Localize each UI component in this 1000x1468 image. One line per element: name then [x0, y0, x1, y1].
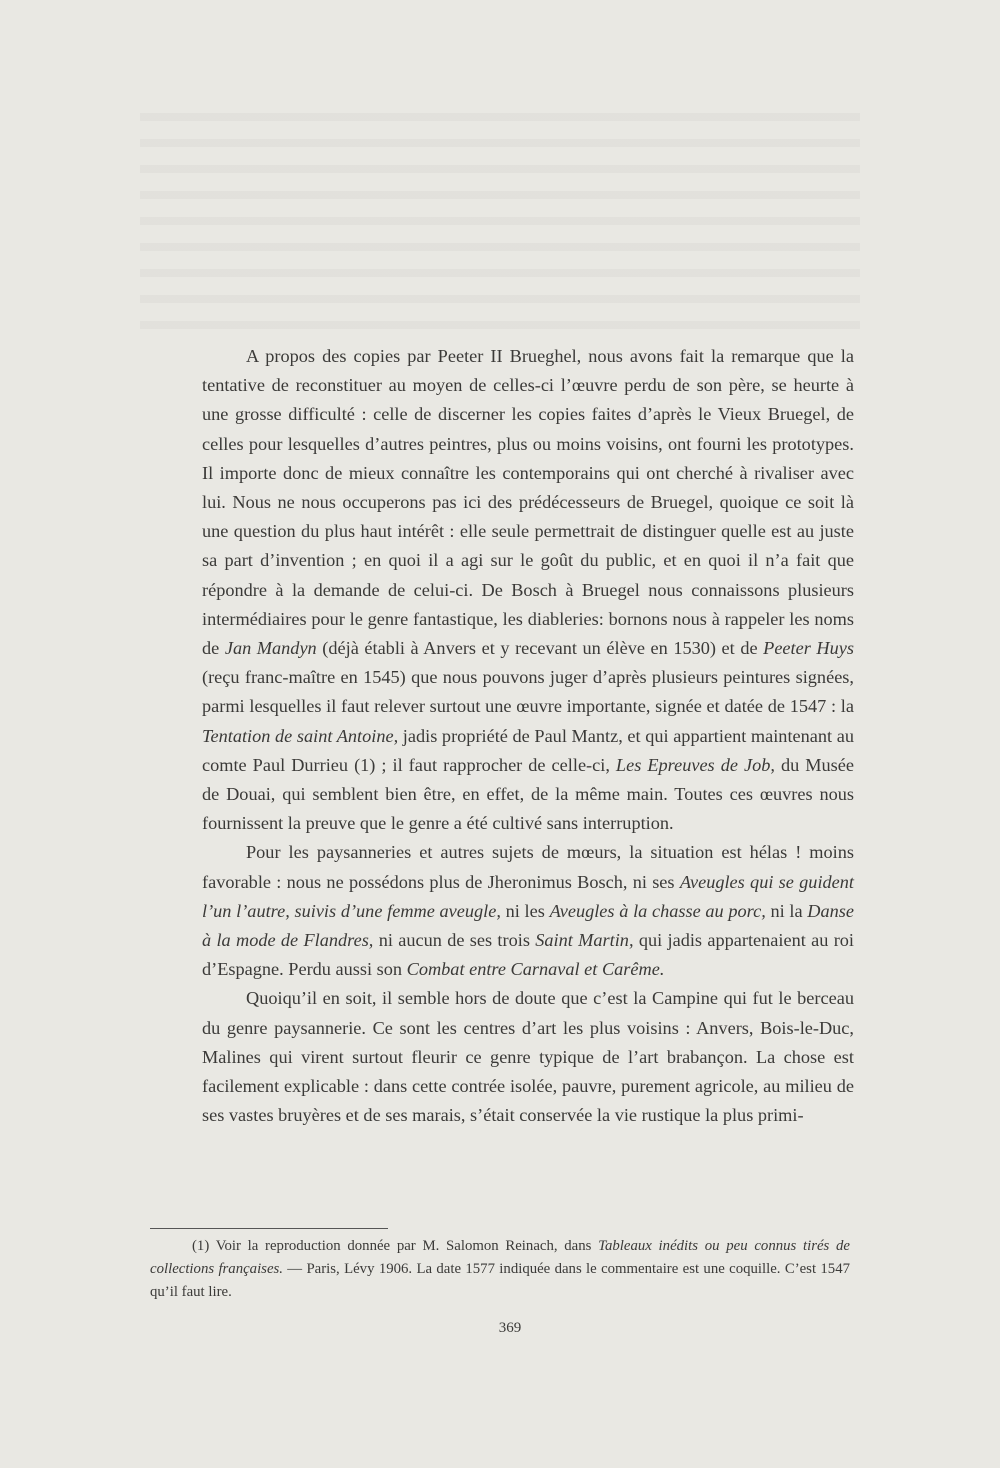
footnote: (1) Voir la reproduction donnée par M. Salomon Reinach, dans Tableaux inédits ou peu connus tirés de collections françaises. — Paris, Lévy 1906. La date 1577 indiquée dans le commentaire est une coquille. C’est 1547 qu’il faut lire. [150, 1238, 850, 1300]
page-number: 369 [498, 1320, 522, 1336]
footnote-divider [150, 1228, 388, 1229]
main-text [202, 342, 854, 1130]
paragraph: Pour les paysanneries et autres sujets de mœurs, la situation est hélas ! moins favorable : nous ne possédons plus de Jheronimus Bosch, ni ses Aveugles qui se guident l’un l’autre, suivis d’une femme aveugle, ni les Aveugles à la chasse au porc, ni la Danse à la mode de Flandres, ni aucun de ses trois Saint Martin, qui jadis appartenaient au roi d’Espagne. Perdu aussi son Combat entre Carnaval et Carême. [202, 842, 855, 980]
paragraph: A propos des copies par Peeter II Brueghel, nous avons fait la remarque que la tentative de reconstituer au moyen de celles-ci l’œuvre perdu de son père, se heurte à une grosse difficulté : celle de discerner les copies faites d’après le Vieux Bruegel, de celles pour lesquelles d’autres peintres, plus ou moins voisins, ont fourni les prototypes. Il importe donc de mieux connaître les contemporains qui ont cherché à rivaliser avec lui. Nous ne nous occuperons pas ici des prédécesseurs de Bruegel, quoique ce soit là une question du plus haut intérêt : elle seule permettrait de distinguer quelle est au juste sa part d’invention ; en quoi il a agi sur le goût du public, et en quoi il n’a fait que répondre à la demande de celui-ci. De Bosch à Bruegel nous connaissons plusieurs intermédiaires pour le genre fantastique, les diableries: bornons nous à rappeler les noms de Jan Mandyn (déjà établi à Anvers et y recevant un élève en 1530) et de Peeter Huys (reçu franc-maître en 1545) que nous pouvons juger d’après plusieurs peintures signées, parmi lesquelles il faut relever surtout une œuvre importante, signée et datée de 1547 : la Tentation de saint Antoine, jadis propriété de Paul Mantz, et qui appartient maintenant au comte Paul Durrieu (1) ; il faut rapprocher de celle-ci, Les Epreuves de Job, du Musée de Douai, qui semblent bien être, en effet, de la même main. Toutes ces œuvres nous fournissent la preuve que le genre a été cultivé sans interruption. [202, 346, 854, 834]
show-through-text [140, 95, 860, 330]
paragraph: Quoiqu’il en soit, il semble hors de doute que c’est la Campine qui fut le berceau du genre paysannerie. Ce sont les centres d’art les plus voisins : Anvers, Bois-le-Duc, Malines qui virent surtout fleurir ce genre typique de l’art brabançon. La chose est facilement explicable : dans cette contrée isolée, pauvre, purement agricole, au milieu de ses vastes bruyères et de ses marais, s’était conservée la vie rustique la plus primi- [202, 988, 854, 1126]
